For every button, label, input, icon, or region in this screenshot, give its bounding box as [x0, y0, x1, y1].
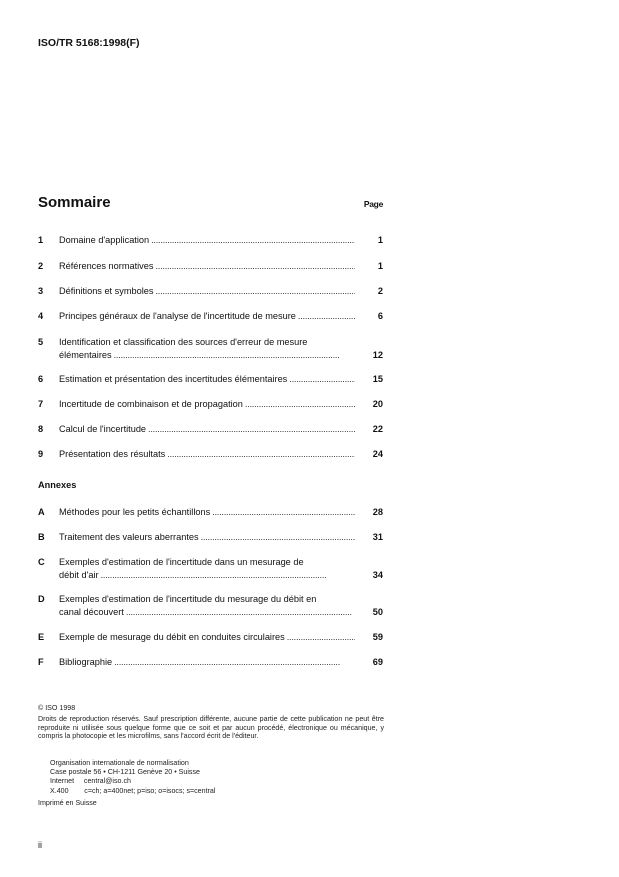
entry-title-continued: débit d'air	[59, 570, 99, 580]
entry-number: E	[38, 632, 45, 642]
entry-title: Traitement des valeurs aberrantes	[59, 532, 199, 542]
leader-dots	[287, 631, 355, 644]
leader-dots	[167, 448, 355, 461]
entry-title: Références normatives	[59, 261, 154, 271]
leader-dots	[155, 285, 355, 298]
address-line: X.400 c=ch; a=400net; p=iso; o=isocs; s=central	[50, 787, 216, 795]
annexes-heading: Annexes	[38, 480, 77, 490]
entry-number: 6	[38, 374, 44, 384]
entry-number: F	[38, 657, 44, 667]
entry-page: 59	[372, 632, 383, 642]
entry-number: 8	[38, 424, 44, 434]
entry-number: C	[38, 557, 45, 567]
leader-dots	[101, 569, 355, 582]
document-reference: ISO/TR 5168:1998(F)	[38, 37, 140, 49]
leader-dots	[212, 506, 355, 519]
entry-title: Méthodes pour les petits échantillons	[59, 507, 211, 517]
address-line: Internet central@iso.ch	[50, 777, 131, 785]
leader-dots	[114, 656, 355, 669]
entry-page: 69	[372, 657, 383, 667]
entry-page: 22	[372, 424, 383, 434]
entry-number: 3	[38, 286, 44, 296]
leader-dots	[298, 310, 355, 323]
leader-dots	[289, 373, 355, 386]
entry-page: 1	[377, 235, 383, 245]
entry-page: 6	[377, 311, 383, 321]
page-column-header: Page	[363, 199, 383, 209]
leader-dots	[114, 349, 355, 362]
page-folio: ii	[38, 840, 42, 850]
entry-page: 31	[372, 532, 383, 542]
entry-page: 50	[372, 607, 383, 617]
entry-title-continued: élémentaires	[59, 350, 112, 360]
entry-number: 9	[38, 449, 44, 459]
entry-number: 4	[38, 311, 44, 321]
address-line: Case postale 56 • CH-1211 Genève 20 • Suisse	[50, 768, 200, 776]
leader-dots	[155, 260, 355, 273]
entry-title: Définitions et symboles	[59, 286, 154, 296]
entry-page: 2	[377, 286, 383, 296]
entry-number: A	[38, 507, 45, 517]
entry-title: Présentation des résultats	[59, 449, 166, 459]
entry-page: 1	[377, 261, 383, 271]
entry-number: 7	[38, 399, 44, 409]
address-line: Organisation internationale de normalisation	[50, 759, 189, 767]
entry-number: 2	[38, 261, 44, 271]
entry-title: Principes généraux de l'analyse de l'incertitude de mesure	[59, 311, 296, 321]
toc-title: Sommaire	[38, 194, 111, 211]
entry-page: 24	[372, 449, 383, 459]
entry-page: 20	[372, 399, 383, 409]
copyright-line: © ISO 1998	[38, 704, 76, 712]
leader-dots	[148, 423, 355, 436]
entry-page: 12	[372, 350, 383, 360]
entry-page: 15	[372, 374, 383, 384]
entry-number: B	[38, 532, 45, 542]
printed-in: Imprimé en Suisse	[38, 799, 97, 807]
leader-dots	[151, 234, 355, 247]
entry-title: Calcul de l'incertitude	[59, 424, 147, 434]
entry-title: Estimation et présentation des incertitudes élémentaires	[59, 374, 288, 384]
entry-title: Exemples d'estimation de l'incertitude dans un mesurage de	[59, 557, 304, 567]
entry-page: 34	[372, 570, 383, 580]
rights-statement: Droits de reproduction réservés. Sauf prescription différente, aucune partie de cette publication ne peut être reproduite ni utilisée sous quelque forme que ce soit et par aucun procédé, électronique ou mécanique, y compris la photocopie et les microfilms, sans l'accord écrit de l'éditeur.	[38, 715, 384, 741]
entry-title: Bibliographie	[59, 657, 113, 667]
leader-dots	[201, 531, 355, 544]
entry-number: D	[38, 594, 45, 604]
leader-dots	[126, 606, 355, 619]
entry-title: Exemple de mesurage du débit en conduites circulaires	[59, 632, 285, 642]
entry-page: 28	[372, 507, 383, 517]
entry-title-continued: canal découvert	[59, 607, 124, 617]
entry-title: Exemples d'estimation de l'incertitude du mesurage du débit en	[59, 594, 317, 604]
entry-number: 5	[38, 337, 44, 347]
leader-dots	[245, 398, 355, 411]
entry-title: Domaine d'application	[59, 235, 150, 245]
entry-number: 1	[38, 235, 44, 245]
entry-title: Identification et classification des sources d'erreur de mesure	[59, 337, 308, 347]
entry-title: Incertitude de combinaison et de propagation	[59, 399, 243, 409]
